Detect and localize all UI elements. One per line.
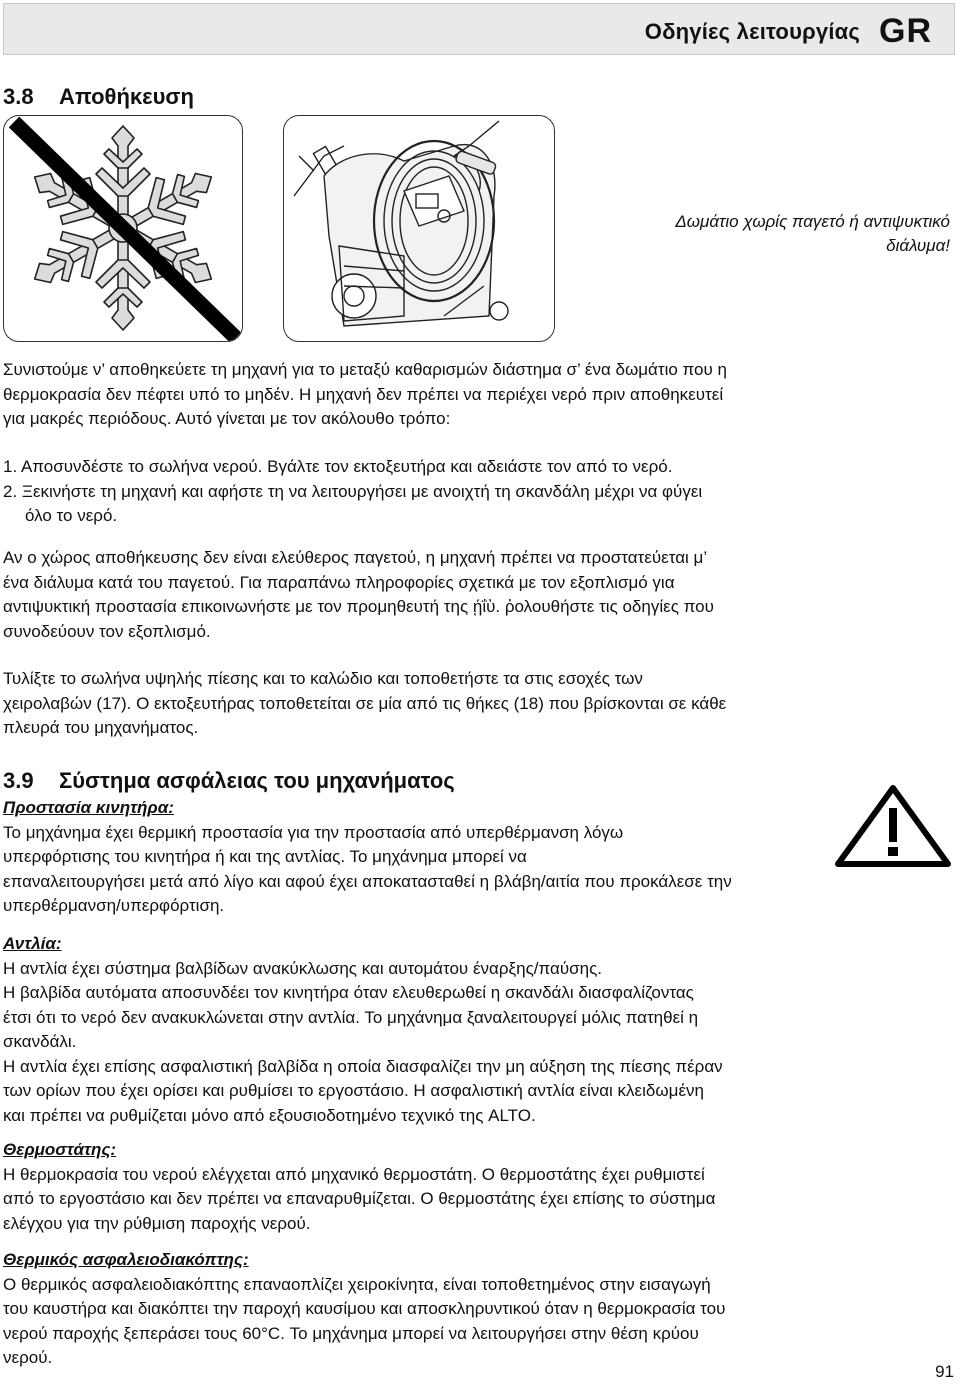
text-line: Συνιστούμε ν’ αποθηκεύετε τη μηχανή για το μεταξύ καθαρισμών διάστημα σ’ ένα δωμάτιο που η <box>3 360 727 379</box>
header-title: Οδηγίες λειτουργίας <box>644 19 860 44</box>
motor-protection-block <box>3 796 958 919</box>
section-heading-storage <box>3 84 194 110</box>
text-line: από το εργοστάσιο και δεν πρέπει να επαναρυθμίζεται. Ο θερμοστάτης έχει επίσης το σύστημα <box>3 1189 716 1208</box>
text-line: συνοδεύουν τον εξοπλισμό. <box>3 621 211 641</box>
text-line: υπερφόρτισης του κινητήρα ή και της αντλίας. Το μηχάνημα μπορεί να <box>3 847 527 866</box>
storage-paragraph-3 <box>3 667 958 741</box>
header-bar <box>3 3 955 55</box>
subsection-heading: Αντλία: <box>3 934 62 953</box>
text-line: αντιψυκτική προστασία επικοινωνήστε με τον προμηθευτή της ῄΐὺ. ῤολουθήστε τις οδηγίες που <box>3 597 714 616</box>
text-line: Η θερμοκρασία του νερού ελέγχεται από μηχανικό θερμοστάτη. Ο θερμοστάτης έχει ρυθμιστεί <box>3 1164 705 1184</box>
list-item: 2. Ξεκινήστε τη μηχανή και αφήστε τη να λειτουργήσει με ανοιχτή τη σκανδάλη μέχρι να φύγει <box>3 481 703 501</box>
text-line: υπερθέρμανση/υπερφόρτιση. <box>3 896 225 915</box>
caption-line: διάλυμα! <box>886 236 950 255</box>
text-line: των ορίων που έχει ορίσει και ρυθμίσει το εργοστάσιο. Η ασφαλιστική αντλία είναι κλειδωμένη <box>3 1081 704 1100</box>
subsection-heading: Θερμοστάτης: <box>3 1140 117 1159</box>
caption-line: Δωμάτιο χωρίς παγετό ή αντιψυκτικό <box>675 212 950 231</box>
text-line: επαναλειτουργήσει μετά από λίγο και αφού έχει αποκατασταθεί η βλάβη/αιτία που προκάλεσε την <box>3 871 732 891</box>
text-line: Η βαλβίδα αυτόματα αποσυνδέει τον κινητήρα όταν ελευθερωθεί η σκανδάλι διασφαλίζοντας <box>3 983 694 1002</box>
text-line: νερού παροχής ξεπεράσει τους 60°C. Το μηχάνημα μπορεί να λειτουργήσει στην θέση κρύου <box>3 1323 699 1343</box>
text-line: νερού. <box>3 1348 53 1367</box>
thermal-fuse-block <box>3 1248 958 1371</box>
storage-paragraph-1 <box>3 358 958 432</box>
list-item-continuation: όλο το νερό. <box>25 506 118 525</box>
text-line: Αν ο χώρος αποθήκευσης δεν είναι ελεύθερος παγετού, η μηχανή πρέπει να προστατεύεται μ’ <box>3 548 708 567</box>
section-title: Αποθήκευση <box>59 84 194 109</box>
header-language: GR <box>879 12 932 50</box>
text-line: ένα διάλυμα κατά του παγετού. Για παραπάνω πληροφορίες σχετικά με τον εξοπλισμό για <box>3 572 675 592</box>
text-line: Το μηχάνημα έχει θερμική προστασία για την προστασία από υπερθέρμανση λόγω <box>3 822 624 842</box>
storage-paragraph-2 <box>3 546 958 644</box>
text-line: του καυστήρα και διακόπτει την παροχή καυσίμου και αποσκληρυντικού όταν η θερμοκρασία του <box>3 1299 726 1318</box>
subsection-heading: Θερμικός ασφαλειοδιακόπτης: <box>3 1250 249 1269</box>
text-line: θερμοκρασία δεν πέφτει υπό το μηδέν. Η μηχανή δεν πρέπει να περιέχει νερό πριν αποθηκευτεί <box>3 384 724 404</box>
text-line: για μακρές περιόδους. Αυτό γίνεται με τον ακόλουθο τρόπο: <box>3 409 451 428</box>
text-line: πλευρά του μηχανήματος. <box>3 718 199 737</box>
text-line: χειρολαβών (17). Ο εκτοξευτήρας τοποθετείται σε μία από τις θήκες (18) που βρίσκονται σε κάθε <box>3 693 727 713</box>
subsection-heading: Προστασία κινητήρα: <box>3 798 174 817</box>
page-number: 91 <box>935 1362 954 1381</box>
section-title: Σύστημα ασφάλειας του μηχανήματος <box>59 768 455 793</box>
section-number: 3.9 <box>3 768 34 793</box>
text-line: Ο θερμικός ασφαλειοδιακόπτης επαναοπλίζει χειροκίνητα, είναι τοποθετημένος στην εισαγωγή <box>3 1274 711 1294</box>
text-line: Η αντλία έχει σύστημα βαλβίδων ανακύκλωσης και αυτομάτου έναρξης/παύσης. <box>3 958 602 978</box>
text-line: έτσι ότι το νερό δεν ανακυκλώνεται στην αντλία. Το μηχάνημα ξαναλειτουργεί μόλις πατηθεί η <box>3 1007 699 1027</box>
snowflake-prohibited-icon <box>3 115 243 342</box>
pressure-washer-illustration <box>283 115 555 342</box>
list-item: 1. Αποσυνδέστε το σωλήνα νερού. Βγάλτε τον εκτοξευτήρα και αδειάστε τον από το νερό. <box>3 457 673 476</box>
text-line: σκανδάλι. <box>3 1032 77 1051</box>
storage-steps-list <box>3 455 958 529</box>
text-line: ελέγχου για την ρύθμιση παροχής νερού. <box>3 1213 311 1233</box>
section-number: 3.8 <box>3 84 34 109</box>
text-line: Η αντλία έχει επίσης ασφαλιστική βαλβίδα η οποία διασφαλίζει την μη αύξηση της πίεσης πέραν <box>3 1056 723 1076</box>
section-heading-safety <box>3 768 455 794</box>
text-line: Τυλίξτε το σωλήνα υψηλής πίεσης και το καλώδιο και τοποθετήστε τα στις εσοχές των <box>3 669 643 688</box>
text-line: και πρέπει να ρυθμίζεται μόνο από εξουσιοδοτημένο τεχνικό της ALTO. <box>3 1105 536 1125</box>
pump-block <box>3 932 958 1128</box>
thermostat-block <box>3 1138 958 1236</box>
storage-caption <box>560 210 950 258</box>
